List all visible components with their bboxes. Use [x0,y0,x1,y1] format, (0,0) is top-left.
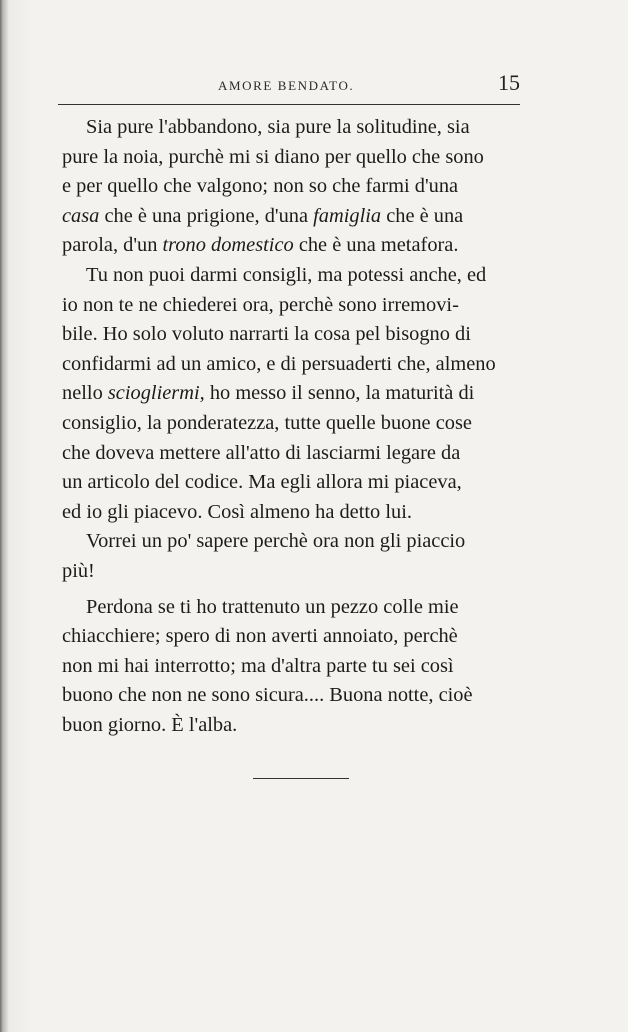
text-line [62,379,532,409]
text-line: pure la noia, purchè mi si diano per quello che sono [62,145,484,168]
text-line: ed io gli piacevo. Così almeno ha detto lui. [62,500,412,523]
text-run: parola, d'un [62,234,163,257]
text-line: bile. Ho solo voluto narrarti la cosa pel bisogno di [62,323,471,346]
text-line: non mi hai interrotto; ma d'altra parte tu sei così [62,654,454,677]
text-run: ho messo il senno, la maturità di [204,382,475,405]
paragraph [62,113,532,261]
text-line [62,231,532,261]
text-line: Sia pure l'abbandono, sia pure la solitudine, sia [86,116,470,138]
body-text [62,113,532,740]
text-line: che doveva mettere all'atto di lasciarmi legare da [62,441,461,464]
text-run: che è una prigione, d'una [99,204,314,227]
text-line: Tu non puoi darmi consigli, ma potessi anche, ed [86,263,487,286]
text-line: e per quello che valgono; non so che farmi d'una [62,175,459,198]
running-title: AMORE BENDATO. [218,78,355,93]
text-run: che è una metafora. [293,234,459,257]
text-line [62,202,532,232]
end-rule [253,778,349,779]
page-number: 15 [498,70,520,95]
page-header [60,70,520,98]
header-rule [58,104,520,105]
italic-text: trono domestico [162,234,294,257]
text-line: Perdona se ti ho trattenuto un pezzo colle mie [86,595,459,618]
text-line: chiacchiere; spero di non averti annoiato, perchè [62,625,458,648]
text-line: buon giorno. È l'alba. [62,713,238,736]
italic-text: famiglia [313,204,382,227]
text-line: Vorrei un po' sapere perchè ora non gli piaccio [86,530,466,553]
text-line: più! [62,559,95,582]
paragraph [62,593,532,741]
text-line: un articolo del codice. Ma egli allora mi piaceva, [62,471,462,494]
italic-text: casa [62,204,100,227]
text-run: che è una [381,204,464,227]
italic-text: sciogliermi, [107,382,205,405]
text-line: confidarmi ad un amico, e di persuaderti che, almeno [62,352,496,375]
text-line: consiglio, la ponderatezza, tutte quelle buone cose [62,411,472,434]
paragraph [62,261,532,527]
paragraph [62,527,532,586]
text-line: buono che non ne sono sicura.... Buona notte, cioè [62,684,473,707]
text-line: io non te ne chiederei ora, perchè sono irremovi- [62,293,459,316]
text-run: nello [62,382,108,405]
